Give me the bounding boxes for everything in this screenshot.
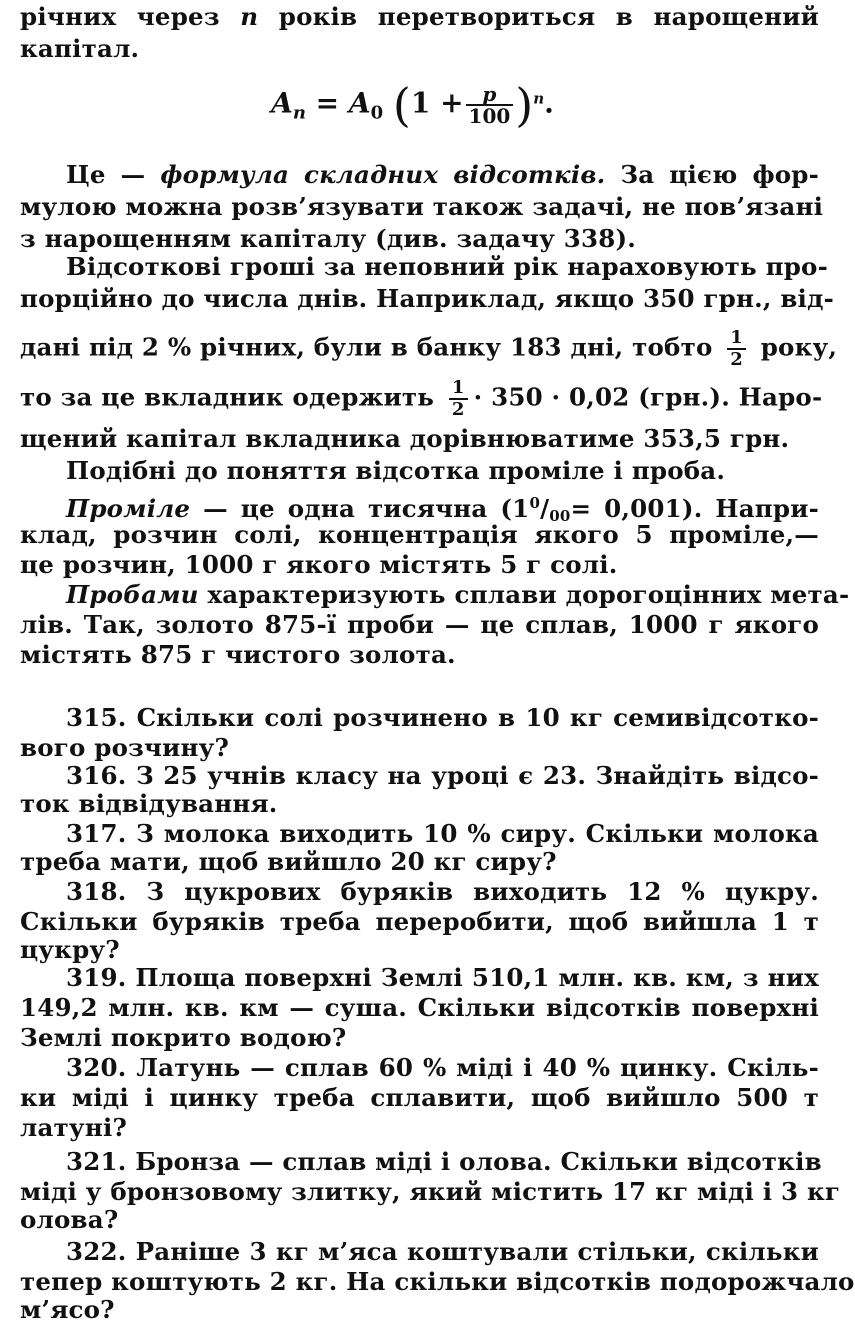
problem-321-line-1: [66, 1147, 822, 1177]
problem-text: Латунь — сплав 60 % міді і 40 % цинку. Скіль-: [136, 1053, 819, 1082]
intro-line-2: капітал.: [20, 34, 140, 63]
para2-line-3: [20, 327, 838, 370]
problem-321-line-2: міді у бронзовому злитку, який містить 17 кг міді і 3 кг: [20, 1177, 841, 1206]
problem-322-line-3: м’ясо?: [20, 1295, 115, 1324]
problem-316-line-2: ток відвідування.: [20, 789, 278, 818]
problem-number: 317.: [66, 819, 127, 848]
para3-line-1: Подібні до поняття відсотка проміле і проба.: [66, 456, 726, 485]
formula-num: p: [466, 84, 514, 106]
para5-line-2: лів. Так, золото 875-ї проби — це сплав, 1000 г якого: [20, 610, 819, 639]
intro-line-1: річних через n років перетвориться в нарощений: [20, 2, 819, 31]
para4-line-3: це розчин, 1000 г якого містять 5 г солі.: [20, 550, 618, 579]
promile-slash: /: [540, 494, 550, 523]
formula-end: .: [544, 86, 554, 120]
problem-text: З цукрових буряків виходить 12 % цукру.: [146, 877, 819, 906]
para2-l3-start: дані під 2 % річних, були в банку 183 дні, тобто: [20, 332, 713, 362]
problem-number: 315.: [66, 703, 127, 732]
problem-316-line-1: [66, 761, 819, 791]
problem-320-line-2: ки міді і цинку треба сплавити, щоб вийшло 500 т: [20, 1083, 819, 1112]
formula-lhs-sub: n: [292, 102, 306, 124]
problem-320-line-1: [66, 1053, 819, 1083]
problem-315-line-2: вого розчину?: [20, 733, 230, 762]
formula-lhs: A: [271, 86, 293, 120]
problem-text: Площа поверхні Землі 510,1 млн. кв. км, з них: [135, 963, 819, 992]
problem-319-line-3: Землі покрито водою?: [20, 1023, 347, 1052]
problem-number: 322.: [66, 1237, 127, 1266]
formula-one-plus: 1 +: [410, 86, 464, 120]
problem-319-line-2: 149,2 млн. кв. км — суша. Скільки відсотків поверхні: [20, 993, 819, 1022]
problem-text: Скільки солі розчинено в 10 кг семивідсотко-: [136, 703, 819, 732]
para1-end: За цією фор-: [620, 160, 820, 189]
formula-a0: A: [348, 86, 371, 120]
formula-exp: n: [533, 89, 545, 108]
para5-line-1: [66, 580, 850, 610]
promile-term: Проміле: [66, 494, 191, 523]
problem-number: 319.: [66, 963, 127, 992]
problem-number: 316.: [66, 761, 127, 790]
compound-interest-formula: $A_n = A_0$ (1 + $\frac{p}{100}$ )$^n$.: [271, 78, 554, 132]
variable-n: n: [240, 2, 259, 31]
problem-number: 321.: [66, 1147, 127, 1176]
problem-text: З 25 учнів класу на уроці є 23. Знайдіть відсо-: [135, 761, 820, 790]
problem-text: Раніше 3 кг м’яса коштували стільки, скільки: [135, 1237, 819, 1266]
formula-fraction: [466, 84, 514, 126]
problem-318-line-1: [66, 877, 819, 907]
problem-text: Бронза — сплав міді і олова. Скільки відсотків: [135, 1147, 822, 1176]
para5-line-3: містять 875 г чистого золота.: [20, 640, 456, 669]
para2-line-2: порційно до числа днів. Наприклад, якщо 350 грн., від-: [20, 284, 834, 313]
para1-line-2: мулою можна розв’язувати також задачі, не пов’язані: [20, 192, 824, 221]
para1-line-1: [66, 160, 819, 190]
problem-318-line-3: цукру?: [20, 935, 120, 964]
half-fraction-2: [449, 378, 468, 420]
promile-sub: 00: [549, 507, 571, 525]
half-den: 2: [730, 349, 743, 370]
para4-a: — це одна тисячна (1: [203, 494, 530, 523]
problem-322-line-2: тепер коштують 2 кг. На скільки відсотків подорожчало: [20, 1267, 855, 1296]
para1-italic: формула складних відсотків.: [160, 160, 606, 189]
problem-318-line-2: Скільки буряків треба переробити, щоб вийшла 1 т: [20, 907, 819, 936]
half-fraction: [727, 328, 746, 370]
problem-321-line-3: олова?: [20, 1205, 119, 1234]
para5-rest: характеризують сплави дорогоцінних мета-: [207, 580, 850, 609]
para2-l3-end: року,: [760, 332, 838, 362]
problem-number: 318.: [66, 877, 127, 906]
para2-line-5: щений капітал вкладника дорівнюватиме 353,5 грн.: [20, 424, 790, 453]
problem-320-line-3: латуні?: [20, 1113, 128, 1142]
para2-l4-end: · 350 · 0,02 (грн.). Наро-: [473, 382, 823, 412]
formula-eq: =: [315, 86, 340, 120]
problem-317-line-2: треба мати, щоб вийшло 20 кг сиру?: [20, 847, 557, 876]
proba-term: Пробами: [66, 580, 199, 609]
para2-line-1: Відсоткові гроші за неповний рік нараховують про-: [66, 252, 828, 281]
para2-l4-start: то за це вкладник одержить: [20, 382, 435, 412]
problem-319-line-1: [66, 963, 819, 993]
para4-c: = 0,001). Напри-: [570, 494, 819, 523]
half2-num: 1: [449, 378, 468, 400]
problem-text: З молока виходить 10 % сиру. Скільки молока: [136, 819, 819, 848]
para1-start: Це —: [66, 160, 146, 189]
half-num: 1: [727, 328, 746, 350]
problem-322-line-1: [66, 1237, 819, 1267]
formula-a0-sub: 0: [370, 102, 384, 124]
problem-number: 320.: [66, 1053, 127, 1082]
promile-sup: 0: [529, 494, 541, 512]
para1-line-3: з нарощенням капіталу (див. задачу 338).: [20, 224, 636, 253]
para2-line-4: [20, 377, 823, 420]
problem-317-line-1: [66, 819, 819, 849]
problem-315-line-1: [66, 703, 819, 733]
para4-line-2: клад, розчин солі, концентрація якого 5 проміле,—: [20, 520, 819, 549]
half2-den: 2: [451, 399, 465, 420]
formula-den: 100: [468, 104, 511, 128]
